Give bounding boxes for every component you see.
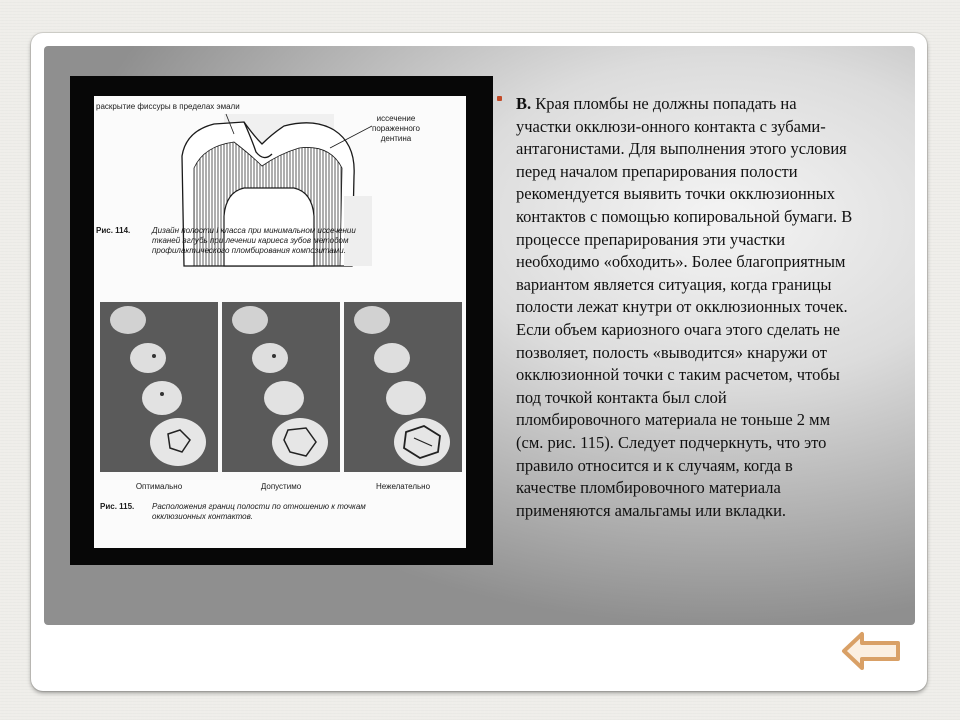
paragraph-text: Края пломбы не должны попадать на участки окклюзи-онного контакта с зубами- антагонистами. Для выполнения этого условия перед началом препарирования полости рекомендуется выявить точки окклюзионных контактов с помощью копировальной бумаги. В процессе препарирования эти участки необходимо «обходить». Более благоприятным вариантом является ситуация, когда границы полости лежат кнутри от окклюзионных точек. Если объем кариозного очага этого сделать не позволяет, полость «выводится» кнаружи от окклюзионной точки с таким расчетом, чтобы под точкой контакта был слой пломбировочного материала не тоньше 2 мм (см. рис. 115). Следует подчеркнуть, что это правило относится и к случаям, когда в качестве пломбировочного материала применяются амальгамы или вкладки. [516,94,853,520]
photo-optimal [100,302,218,472]
fig115-caption [100,502,134,512]
fig115-text: Расположения границ полости по отношению к точкам окклюзионных контактов. [152,502,366,521]
bullet-marker [497,96,502,101]
paragraph-lead: В. [516,94,532,113]
figure-illustration [94,96,466,548]
slide-body-text [516,93,904,522]
label-fissure: раскрытие фиссуры в пределах эмали [96,102,240,111]
back-button[interactable] [840,628,906,674]
fig114-number: Рис. 114. [96,226,131,235]
photo-label-acceptable: Допустимо [260,482,302,491]
label-excision: иссечение пораженного дентина [372,114,420,143]
left-arrow-icon [840,628,906,674]
photo-acceptable [222,302,340,472]
fig115-number: Рис. 115. [100,502,135,511]
photo-label-optimal: Оптимально [135,482,183,491]
fig114-text: Дизайн полости I класса при минимальном иссечении тканей вглубь при лечении кариеса зубов методом профилактического пломбирования композитами. [152,226,356,255]
photo-undesirable [344,302,462,472]
photo-label-undesirable: Нежелательно [375,482,431,491]
figure-frame [70,76,493,565]
